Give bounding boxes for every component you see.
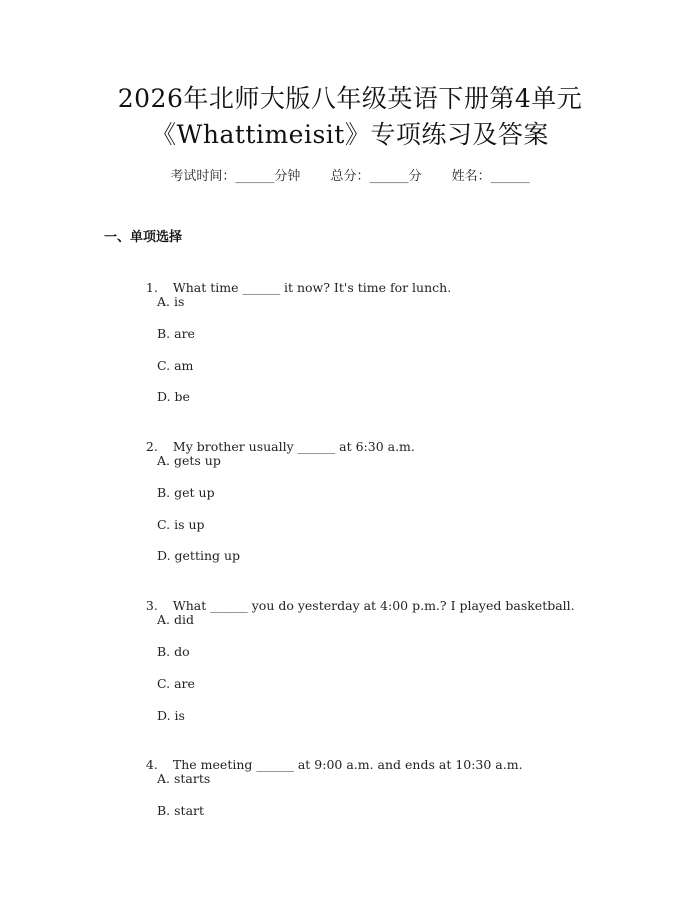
- exam-info-line: [0, 168, 700, 186]
- document-title-line-2: 《Whattimeisit》专项练习及答案: [151, 120, 549, 149]
- question-text: What time ______ it now? It's time for lunch.: [172, 280, 452, 295]
- question-1-option-b: B. are: [157, 326, 195, 341]
- question-2-option-b: B. get up: [157, 485, 215, 500]
- question-3: [130, 579, 575, 633]
- question-number: 4.: [145, 757, 158, 772]
- section-title: 一、单项选择: [104, 230, 183, 245]
- question-3-option-c: C. are: [157, 676, 195, 691]
- question-2-option-a: A. gets up: [157, 453, 221, 468]
- question-4-option-a: A. starts: [157, 771, 211, 786]
- question-text: The meeting ______ at 9:00 a.m. and ends at 10:30 a.m.: [172, 757, 523, 772]
- question-3-option-a: A. did: [157, 612, 194, 627]
- document-title-line-1: 2026年北师大版八年级英语下册第4单元: [117, 84, 583, 113]
- question-2-option-d: D. getting up: [157, 548, 241, 563]
- question-3-option-b: B. do: [157, 644, 190, 659]
- exam-time-field: 考试时间：______分钟: [170, 169, 301, 184]
- question-1-option-c: C. am: [157, 358, 194, 373]
- student-name-field: 姓名：______: [451, 169, 530, 184]
- question-1-option-a: A. is: [157, 294, 185, 309]
- question-3-option-d: D. is: [157, 708, 185, 723]
- question-text: What ______ you do yesterday at 4:00 p.m.? I played basketball.: [172, 598, 575, 613]
- question-number: 3.: [145, 598, 158, 613]
- question-number: 2.: [145, 439, 158, 454]
- question-2-option-c: C. is up: [157, 517, 205, 532]
- question-number: 1.: [145, 280, 158, 295]
- total-score-field: 总分：______分: [330, 169, 422, 184]
- question-text: My brother usually ______ at 6:30 a.m.: [172, 439, 415, 454]
- question-4-option-b: B. start: [157, 803, 205, 818]
- question-1-option-d: D. be: [157, 389, 190, 404]
